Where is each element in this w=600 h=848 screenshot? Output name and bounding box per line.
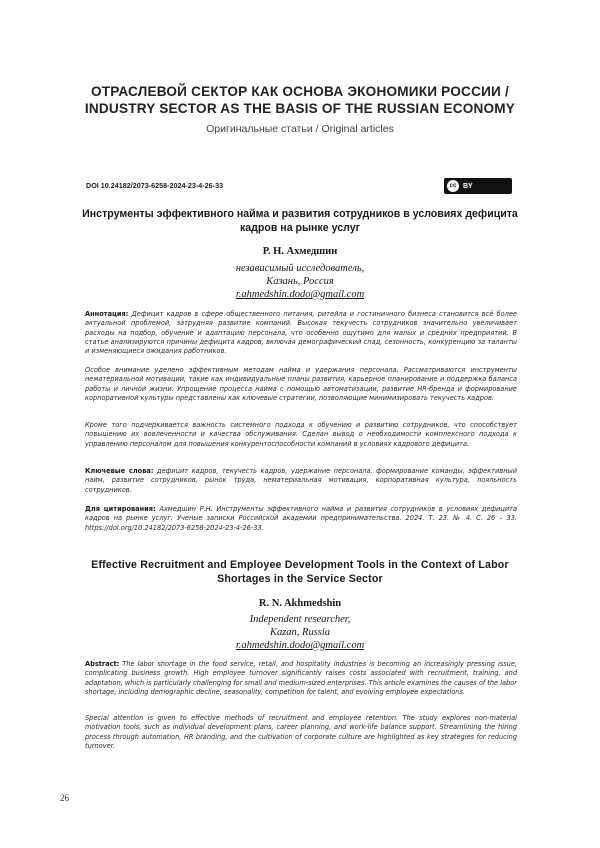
section-subtitle: Оригинальные статьи / Original articles (206, 123, 394, 135)
ru-keywords-text: дефицит кадров, текучесть кадров, удержание персонала, формирование команды, эффективный найм, развитие сотрудников, рынок труда, нематериальная мотивация, корпоративная культура, лояльность сотрудников. (85, 467, 517, 494)
ru-citation-label: Для цитирования: (85, 505, 156, 513)
en-abstract-text-1: The labor shortage in the food service, retail, and hospitality industries is becoming an increasingly pressing issue, complicating business growth. High employee turnover significantly raises costs associated with recruitment, training, and adaptation, which is particularly challenging for small and medium-sized enterprises. This article examines the causes of the labor shortage, including demographic decline, seasonality, competition for talent, and evolving employee expectations. (85, 660, 517, 696)
doi-label: DOI 10.24182/2073-6258-2024-23-4-26-33 (86, 181, 224, 190)
ru-citation (85, 505, 517, 533)
ru-author: Р. Н. Ахмедшин (262, 246, 338, 257)
ru-keywords (85, 467, 517, 495)
en-location: Kazan, Russia (269, 627, 331, 638)
en-affiliation: Independent researcher, (249, 614, 351, 625)
ru-location: Казань, Россия (266, 276, 334, 287)
en-email-link[interactable]: r.ahmedshin.dodo@gmail.com (235, 640, 365, 651)
ru-citation-text: Ахмедшин Р.Н. Инструменты эффективного найма и развития сотрудников в условиях дефицита кадров на рынке услуг. Ученые записки Российской академии предпринимательства. 2024. Т. 23. № 4. С. 26 – 33. https://doi.org/10.24182/2073-6258-2024-23-4-26-33. (85, 505, 517, 532)
ru-abstract-label: Аннотация: (85, 310, 129, 318)
by-label: BY (463, 182, 473, 190)
en-abstract-p2: Special attention is given to effective methods of recruitment and employee retention. The study explores non-material motivation tools, such as individual development plans, career planning, and work-life balance support. Streamlining the hiring process through automation, HR branding, and the cultivation of corporate culture are highlighted as key strategies for reducing turnover. (85, 714, 517, 750)
ru-abstract-p1 (85, 310, 517, 356)
en-abstract-p1 (85, 660, 517, 697)
en-article-title: Effective Recruitment and Employee Development Tools in the Context of Labor Shortages in the Service Sector (91, 559, 509, 585)
en-author: R. N. Akhmedshin (258, 598, 342, 609)
cc-by-license-badge[interactable] (444, 178, 512, 194)
ru-email-link[interactable]: r.ahmedshin.dodo@gmail.com (235, 289, 365, 300)
cc-icon: cc (447, 180, 459, 192)
ru-abstract-p2: Особое внимание уделено эффективным методам найма и удержания персонала. Рассматриваются инструменты нематериальной мотивации, такие как индивидуальные планы развития, карьерное планирование и поддержка баланса работы и личной жизни. Упрощение процесса найма с помощью автоматизации, развитие HR-бренда и формирование корпоративной культуры представлены как ключевые стратегии, позволяющие минимизировать текучесть кадров. (85, 366, 517, 402)
ru-abstract-p3: Кроме того подчеркивается важность системного подхода к обучению и развитию сотрудников, что способствует повышению их вовлеченности и качества обслуживания. Сделан вывод о необходимости комплексного подхода к управлению персоналом для повышения конкурентоспособности компаний в условиях кадрового дефицита. (85, 421, 517, 448)
ru-keywords-label: Ключевые слова: (85, 467, 154, 475)
ru-affiliation: независимый исследователь, (235, 263, 365, 274)
ru-article-title: Инструменты эффективного найма и развития сотрудников в условиях дефицита кадров на рынке услуг (82, 208, 518, 234)
ru-abstract-text-1: Дефицит кадров в сфере общественного питания, ритейла и гостиничного бизнеса становится всё более актуальной проблемой, затрудняя развитие компаний. Высокая текучесть сотрудников значительно увеличивает расходы на подбор, обучение и адаптацию персонала, что особенно ощутимо для малых и средних предприятий. В статье анализируются причины дефицита кадров, включая демографический спад, сезонность, конкуренцию за таланты и изменяющиеся ожидания работников. (85, 310, 517, 356)
page-number: 26 (60, 793, 69, 803)
en-abstract-label: Abstract: (85, 660, 120, 668)
section-title: ОТРАСЛЕВОЙ СЕКТОР КАК ОСНОВА ЭКОНОМИКИ РОССИИ / INDUSTRY SECTOR AS THE BASIS OF THE RUSSIAN ECONOMY (84, 84, 516, 116)
